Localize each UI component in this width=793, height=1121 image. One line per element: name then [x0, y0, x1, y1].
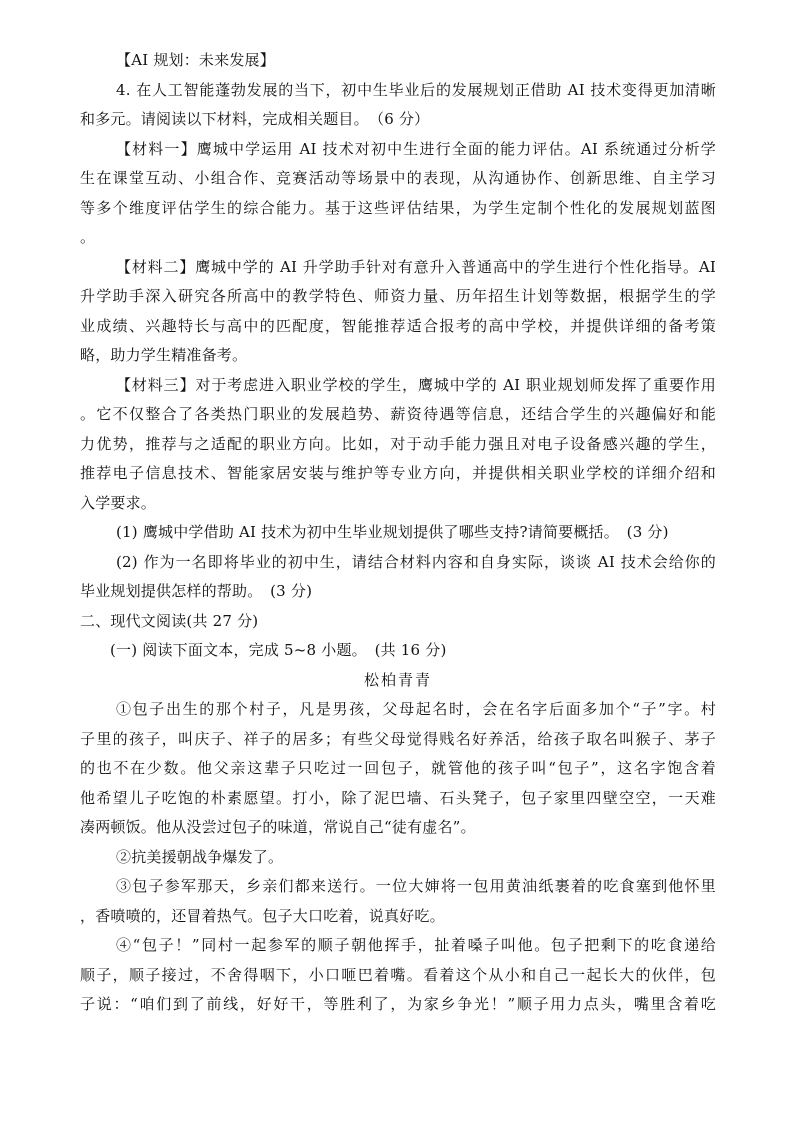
- part-2-subheading: (一) 阅读下面文本，完成 5~8 小题。 (共 16 分): [110, 641, 447, 659]
- material-2-line: 业成绩、兴趣特长与高中的匹配度，智能推荐适合报考的高中学校，并提供详细的备考策: [80, 316, 716, 335]
- material-3-line: 力优势，推荐与之适配的职业方向。比如，对于动手能力强且对电子设备感兴趣的学生，: [80, 434, 716, 453]
- story-paragraph-3-line: ，香喷喷的，还冒着热气。包子大口吃着，说真好吃。: [80, 906, 445, 925]
- sub-question-1: (1) 鹰城中学借助 AI 技术为初中生毕业规划提供了哪些支持?请简要概括。 (3 分): [116, 523, 669, 541]
- question-4: [80, 76, 716, 135]
- story-paragraph-1-line: 的也不在少数。他父亲这辈子只吃过一回包子，就管他的孩子叫“包子”，这名字饱含着: [80, 759, 716, 777]
- story-paragraph-4-line: ④“包子！”同村一起参军的顺子朝他挥手，扯着嗓子叫他。包子把剩下的吃食递给: [116, 936, 716, 954]
- material-2: [80, 253, 716, 371]
- part-2-heading: 二、现代文阅读(共 27 分): [80, 611, 259, 630]
- story-paragraph-2: ②抗美援朝战争爆发了。: [116, 847, 284, 866]
- story-paragraph-4: [80, 931, 716, 1020]
- material-1-line: 【材料一】鹰城中学运用 AI 技术对初中生进行全面的能力评估。AI 系统通过分析学: [116, 139, 716, 158]
- material-2-line: 略，助力学生精准备考。: [80, 346, 248, 364]
- story-paragraph-3-line: ③包子参军那天，乡亲们都来送行。一位大婶将一包用黄油纸裹着的吃食塞到他怀里: [116, 877, 716, 895]
- question-4-line: 和多元。请阅读以下材料，完成相关题目。 （6 分）: [80, 110, 430, 128]
- story-paragraph-1-line: ①包子出生的那个村子，凡是男孩，父母起名时，会在名字后面多加个“子”字。村: [116, 700, 716, 718]
- material-1-line: 。: [80, 228, 96, 246]
- material-3-line: 推荐电子信息技术、智能家居安装与维护等专业方向，并提供相关职业学校的详细介绍和: [80, 464, 716, 482]
- material-3-line: 。它不仅整合了各类热门职业的发展趋势、薪资待遇等信息，还结合学生的兴趣偏好和能: [80, 405, 716, 423]
- story-paragraph-4-line: 顺子，顺子接过，不舍得咽下，小口咂巴着嘴。看着这个从小和自己一起长大的伙伴，包: [80, 965, 716, 984]
- story-paragraph-4-line: 子说：“咱们到了前线，好好干，等胜利了，为家乡争光！”顺子用力点头，嘴里含着吃: [80, 995, 716, 1013]
- story-paragraph-3: [80, 872, 716, 931]
- material-3: [80, 371, 716, 519]
- document-page: [80, 46, 716, 1020]
- sub-question-2: [80, 548, 716, 607]
- material-1-line: 等多个维度评估学生的综合能力。基于这些评估结果，为学生定制个性化的发展规划蓝图: [80, 198, 716, 217]
- material-1: [80, 135, 716, 253]
- story-paragraph-1-line: 子里的孩子，叫庆子、祥子的居多；有些父母觉得贱名好养活，给孩子取名叫猴子、茅子: [80, 729, 716, 748]
- material-2-line: 【材料二】鹰城中学的 AI 升学助手针对有意升入普通高中的学生进行个性化指导。AI: [116, 257, 716, 276]
- story-paragraph-1-line: 他希望儿子吃饱的朴素愿望。打小，除了泥巴墙、石头凳子，包子家里四壁空空，一天难: [80, 788, 716, 807]
- material-2-line: 升学助手深入研究各所高中的教学特色、师资力量、历年招生计划等数据，根据学生的学: [80, 287, 716, 305]
- question-4-line: 4. 在人工智能蓬勃发展的当下，初中生毕业后的发展规划正借助 AI 技术变得更加清晰: [116, 80, 716, 99]
- section-tag: 【AI 规划：未来发展】: [116, 51, 275, 69]
- story-paragraph-1-line: 凑两顿饭。他从没尝过包子的味道，常说自己“徒有虚名”。: [80, 818, 476, 836]
- story-title: 松柏青青: [363, 670, 432, 689]
- sub-question-2-line: 毕业规划提供怎样的帮助。 (3 分): [80, 582, 313, 600]
- sub-question-2-line: (2) 作为一名即将毕业的初中生，请结合材料内容和自身实际，谈谈 AI 技术会给你的: [116, 552, 716, 571]
- material-1-line: 生在课堂互动、小组合作、竞赛活动等场景中的表现，从沟通协作、创新思维、自主学习: [80, 169, 716, 187]
- story-paragraph-1: [80, 695, 716, 843]
- material-3-line: 【材料三】对于考虑进入职业学校的学生，鹰城中学的 AI 职业规划师发挥了重要作用: [116, 375, 716, 394]
- material-3-line: 入学要求。: [80, 493, 157, 512]
